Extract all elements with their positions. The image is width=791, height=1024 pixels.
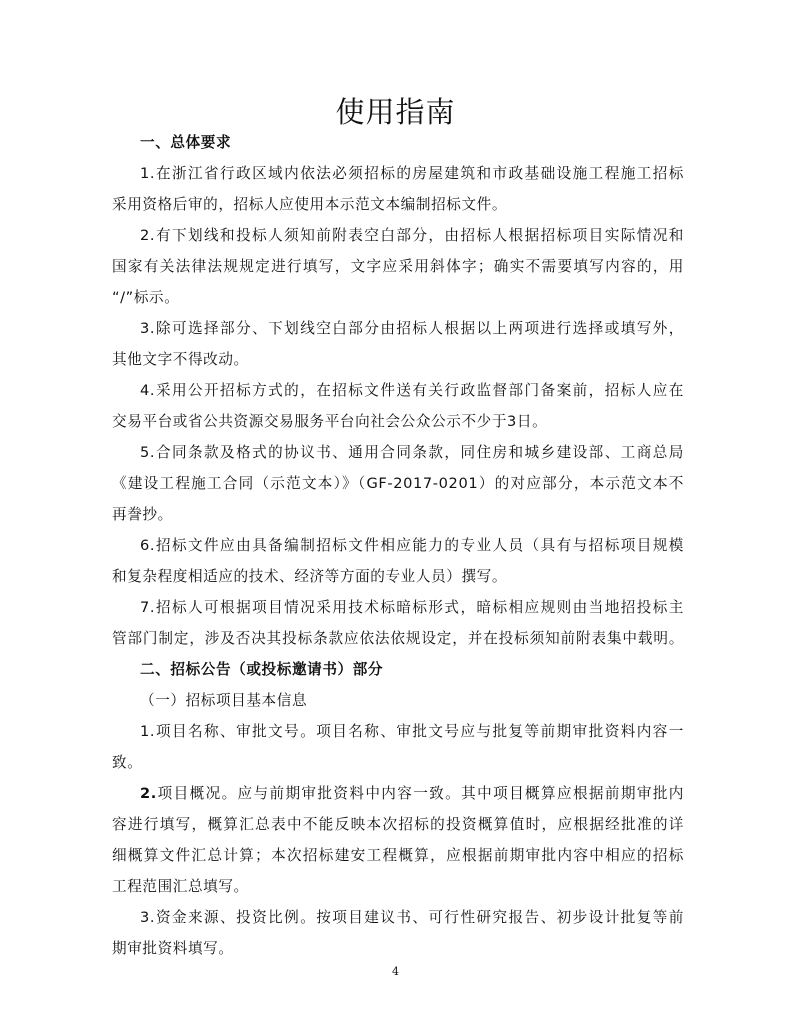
paragraph-line: 致。: [112, 754, 143, 771]
section-heading-general: 一、总体要求: [140, 134, 232, 151]
paragraph-line: 7.招标人可根据项目情况采用技术标暗标形式，暗标相应规则由当地招投标主: [140, 599, 684, 616]
paragraph-line: 4.采用公开招标方式的，在招标文件送有关行政监督部门备案前，招标人应在: [140, 382, 684, 399]
paragraph-line: 6.招标文件应由具备编制招标文件相应能力的专业人员（具有与招标项目规模: [140, 537, 684, 554]
paragraph-line: 和复杂程度相适应的技术、经济等方面的专业人员）撰写。: [112, 568, 508, 585]
paragraph-line: 1.项目名称、审批文号。项目名称、审批文号应与批复等前期审批资料内容一: [140, 723, 684, 740]
paragraph-text: 项目概况。应与前期审批资料中内容一致。其中项目概算应根据前期审批内: [156, 785, 684, 802]
subsection-heading: （一）招标项目基本信息: [140, 692, 308, 709]
paragraph-line: 国家有关法律法规规定进行填写，文字应采用斜体字；确实不需要填写内容的，用: [112, 258, 684, 275]
paragraph-line: 采用资格后审的，招标人应使用本示范文本编制招标文件。: [112, 196, 508, 213]
page-title: 使用指南: [335, 95, 456, 129]
paragraph-line: 管部门制定，涉及否决其投标条款应依法依规设定，并在投标须知前附表集中载明。: [112, 630, 684, 647]
paragraph-line: 其他文字不得改动。: [112, 351, 249, 368]
paragraph-line: 细概算文件汇总计算；本次招标建安工程概算，应根据前期审批内容中相应的招标: [112, 847, 684, 864]
paragraph-line: [140, 783, 684, 805]
paragraph-line: 再誊抄。: [112, 506, 173, 523]
paragraph-line: 容进行填写，概算汇总表中不能反映本次招标的投资概算值时，应根据经批准的详: [112, 816, 684, 833]
paragraph-line: 期审批资料填写。: [112, 940, 234, 957]
paragraph-line: 2.有下划线和投标人须知前附表空白部分，由招标人根据招标项目实际情况和: [140, 227, 684, 244]
item-number: 2.: [140, 785, 157, 802]
paragraph-line: “/”标示。: [112, 289, 180, 306]
paragraph-line: 3.资金来源、投资比例。按项目建议书、可行性研究报告、初步设计批复等前: [140, 909, 684, 926]
paragraph-line: 1.在浙江省行政区域内依法必须招标的房屋建筑和市政基础设施工程施工招标: [140, 165, 684, 182]
paragraph-line: 5.合同条款及格式的协议书、通用合同条款，同住房和城乡建设部、工商总局: [140, 444, 684, 461]
section-heading-announcement: 二、招标公告（或投标邀请书）部分: [140, 661, 384, 678]
paragraph-line: 3.除可选择部分、下划线空白部分由招标人根据以上两项进行选择或填写外，: [140, 320, 684, 337]
page-number: 4: [392, 965, 399, 978]
paragraph-line: 交易平台或省公共资源交易服务平台向社会公众公示不少于3日。: [112, 413, 548, 430]
paragraph-line: 工程范围汇总填写。: [112, 878, 249, 895]
paragraph-line: 《建设工程施工合同（示范文本）》（GF-2017-0201）的对应部分，本示范文本不: [112, 475, 684, 492]
